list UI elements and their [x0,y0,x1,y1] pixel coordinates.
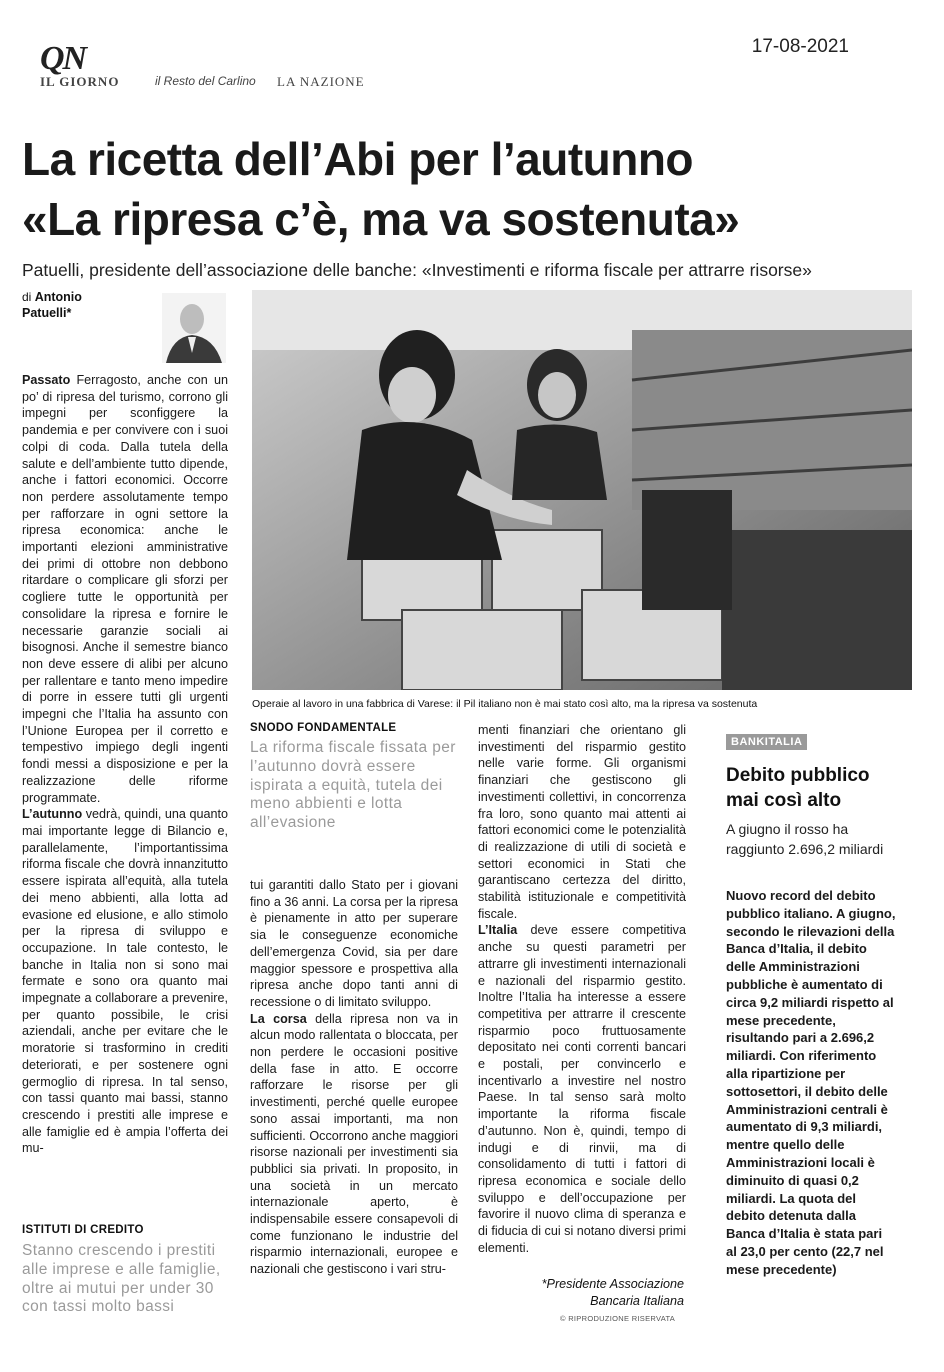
headline-line-2: «La ripresa c’è, ma va sostenuta» [22,193,740,245]
subheadline: Patuelli, presidente dell’associazione delle banche: «Investimenti e riforma fiscale per attrarre risorse» [22,260,812,280]
pull-quote: La riforma fiscale fissata per l’autunno dovrà essere ispirata a equità, tutela dei meno abbienti e lotta all’evasione [250,739,456,832]
signature-line: *Presidente Associazione [541,1277,684,1291]
signature-line: Bancaria Italiana [590,1293,684,1308]
paragraph-text: deve essere competitiva anche su questi parametri per attrarre gli investimenti internazionali e nazionali del risparmio gestito. Inoltre l’Italia ha interesse a essere competitiva per attrarre il crescente risparmio poco fruttuosamente depositato nei conti correnti bancari e postali, per convincerlo e incentivarlo a investire nel nostro Paese. In tal senso sarà molto importante la riforma fiscale d’autunno. Non è, quindi, tempo di indugi e di rinvii, ma di consolidamento di tutti i fattori di ripresa economica e sociale dello sviluppo e dell’occupazione per favorire il nuovo clima di speranza e di fiducia di cui si notano diversi primi elementi. [478,923,686,1255]
paragraph-text: Ferragosto, anche con un po’ di ripresa del turismo, corrono gli impegni per sconfiggere la pandemia e per convivere con i suoi colpi di coda. Dalla tutela della salute e dell’ambiente tutto dipende, anche i fattori economici. Occorre non perdere assolutamente tempo per rafforzare in ogni settore la ripresa economica: anche le importanti elezioni amministrative dei primi di ottobre non debbono ritardare o complicare gli sforzi per cogliere tutte le opportunità per consolidare la ripresa e fornire le necessarie garanzie sociali ai bisognosi. Anche il semestre bianco non deve essere di alibi per alcuno per rallentare e tanto meno impedire di porre in essere tutti gli urgenti impegni che l’Italia ha assunto con l’Unione Europea per il corretto e tempestivo impiego degli ingenti fondi messi a disposizione e per la realizzazione delle riforme programmate. [22,373,228,805]
sidebar-badge: BANKITALIA [726,734,807,750]
copyright-notice: © RIPRODUZIONE RISERVATA [560,1314,676,1323]
pull-quote: Stanno crescendo i prestiti alle imprese e alle famiglie, oltre ai mutui per under 30 con tassi molto bassi [22,1242,221,1316]
author-portrait [162,293,226,363]
byline-name-last: Patuelli* [22,306,72,320]
paragraph-text: vedrà, quindi, una quanto mai importante legge di Bilancio e, parallelamente, l’importantissima riforma fiscale che dovrà innanzitutto essere ispirata all’equità, alla tutela dei meno abbienti, alla lotta ad evasione ed elusione, e allo stimolo per la ripresa di sviluppo e occupazione. In tale contesto, le banche in Italia non si sono mai fermate e sono ora quanto mai impegnate a collaborare a prevenire, per quanto possibile, le crisi aziendali, anche per evitare che le moratorie si trasformino in crediti deteriorati, e per sostenere ogni germoglio di ripresa. In tal senso, con tassi quanto mai bassi, stanno crescendo i prestiti alle imprese e alle famiglie ed è ampia l’offerta dei mu- [22,807,228,1156]
paragraph-lead: L’Italia [478,923,518,938]
photo-caption: Operaie al lavoro in una fabbrica di Varese: il Pil italiano non è mai stato così alto, ma la ripresa va sostenuta [252,698,758,710]
byline [22,289,82,321]
masthead-paper-il-giorno: IL GIORNO [40,74,120,89]
paragraph-lead: La corsa [250,1011,307,1026]
paragraph [22,806,228,1157]
publication-date: 17-08-2021 [751,36,849,57]
box-kicker: SNODO FONDAMENTALE [250,722,397,734]
byline-prefix: di [22,290,32,304]
paragraph-text: della ripresa non va in alcun modo rallentata o bloccata, per non perdere le occasioni positive della fase in atto. E occorre rafforzare le risorse per gli investimenti, perché quelle europee sono assai importanti, ma non sufficienti. Occorrono anche maggiori risorse nazionali per investimenti sia pubblici sia privati. In proposito, in una società in un mercato internazionale aperto, è indispensabile essere consapevoli di come funzionano le industrie del risparmio internazionali, europee e nazionali che gestiscono i vari stru- [250,1011,458,1277]
headline-line-1: La ricetta dell’Abi per l’autunno [22,133,694,185]
paragraph-text: tui garantiti dallo Stato per i giovani fino a 36 anni. La corsa per la ripresa è pienamente in atto per superare sia le conseguenze economiche dell’emergenza Covid, sia per dare maggior spessore e prospettiva alla ripresa anche dopo tanti anni di recessione o di limitato sviluppo. [250,878,458,1009]
sidebar-subtitle: A giugno il rosso ha raggiunto 2.696,2 miliardi [726,821,884,857]
masthead-paper-la-nazione: LA NAZIONE [277,74,365,89]
paragraph-text: menti finanziari che orientano gli investimenti del risparmio gestito nelle varie forme. Gli organismi finanziari che gestiscono gli investimenti collettivi, in concorrenza fra loro, sono quanto mai attenti ai fattori economici come le potenzialità di realizzazione di utili di società e settori economici in Stati che garantiscano certezza del diritto, stabilità istituzionale e competitività fiscale. [478,723,686,921]
paragraph [22,372,228,806]
sidebar-title: Debito pubblico mai così alto [726,765,870,811]
author-signature [478,1276,684,1309]
box-kicker: ISTITUTI DI CREDITO [22,1224,144,1236]
article-column-2 [250,877,458,1278]
paragraph-lead: L’autunno [22,807,83,822]
article-column-3 [478,722,686,1257]
masthead-paper-resto-del-carlino: il Resto del Carlino [155,74,256,88]
newspaper-logo: QN [40,40,86,77]
paragraph [478,922,686,1256]
article-photo [252,290,912,690]
paragraph [478,722,686,922]
paragraph [250,1011,458,1278]
sidebar-body: Nuovo record del debito pubblico italiano. A giugno, secondo le rilevazioni della Banca d’Italia, il debito delle Amministrazioni pubbliche è aumentato di circa 9,2 miliardi rispetto al mese precedente, risultando pari a 2.696,2 miliardi. Con riferimento alla ripartizione per sottosettori, il debito delle Amministrazioni centrali è aumentato di 9,3 miliardi, mentre quello delle Amministrazioni locali è diminuito di quasi 0,2 miliardi. La quota del debito detenuta dalla Banca d’Italia è stata pari al 23,0 per cento (22,7 nel mese precedente) [726,888,896,1277]
byline-name-first: Antonio [34,290,82,304]
paragraph [250,877,458,1011]
paragraph-lead: Passato [22,373,71,387]
article-column-1 [22,372,228,1157]
